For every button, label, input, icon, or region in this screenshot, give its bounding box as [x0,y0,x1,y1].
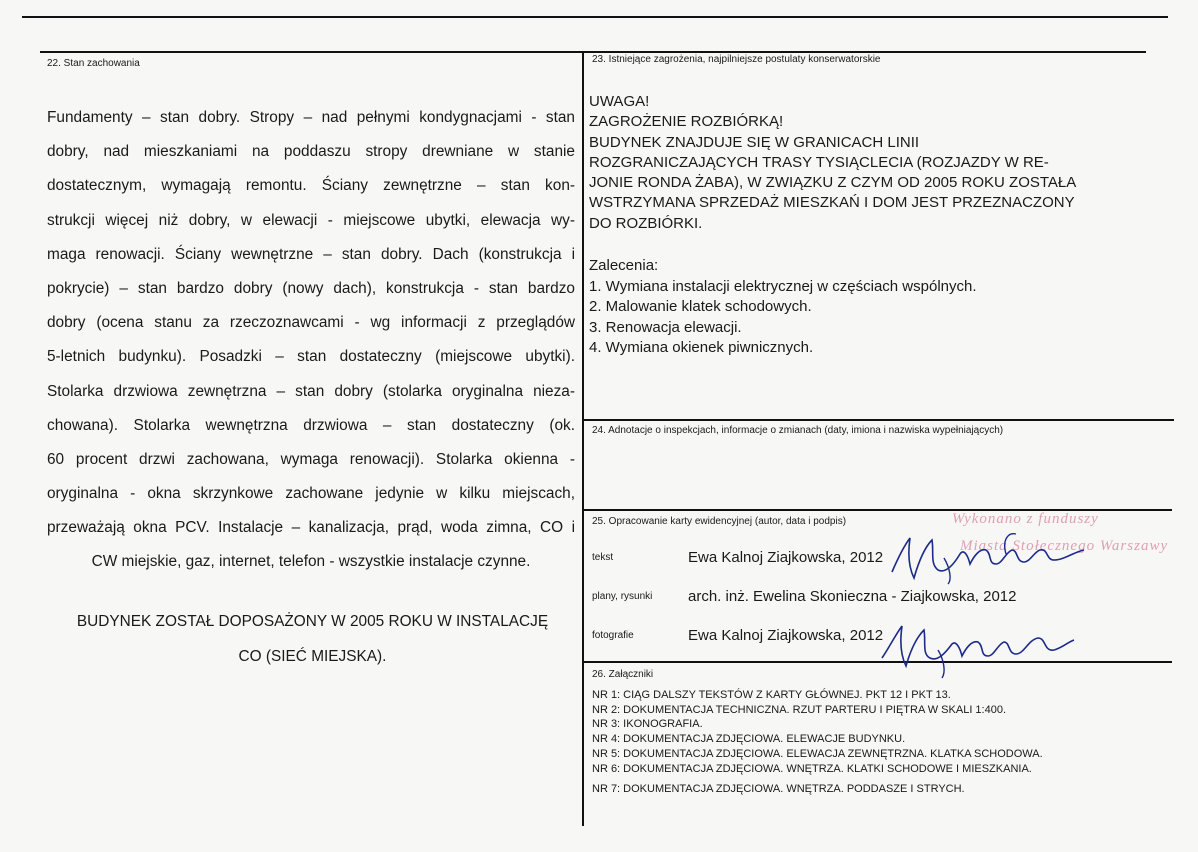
condition-line: maga renowacji. Ściany wewnętrzne – stan dobry. Dach (konstrukcja i [47,245,575,263]
author-row-value: arch. inż. Ewelina Skonieczna - Ziajkowska, 2012 [688,588,1017,605]
condition-line: 5-letnich budynku). Posadzki – stan dostateczny (miejscowe ubytki). [47,348,575,366]
warning-line: ZAGROŻENIE ROZBIÓRKĄ! [589,113,784,131]
heating-notice [40,604,585,674]
funding-stamp-line: Wykonano z funduszy [952,511,1099,527]
condition-line: strukcji więcej niż dobry, w elewacji - miejscowe ubytki, elewacja wy- [47,211,575,229]
warning-line: DO ROZBIÓRKI. [589,214,703,232]
condition-description [47,104,575,583]
condition-line: 60 procent drzwi zachowana, wymaga renowacji). Stolarka okienna - [47,450,575,468]
section-26-title: 26. Załączniki [592,669,654,680]
recommendation-item: 3. Renowacja elewacji. [589,318,742,336]
signature-photos-author [878,618,1078,680]
warning-line: ROZGRANICZAJĄCYCH TRASY TYSIĄCLECIA (ROZJAZDY W RE- [589,153,1049,171]
attachment-item: NR 4: DOKUMENTACJA ZDJĘCIOWA. ELEWACJE BUDYNKU. [592,733,906,746]
author-row-label: fotografie [592,630,634,641]
warning-line: UWAGA! [589,93,650,110]
demolition-warning [589,92,1076,234]
author-row-value: Ewa Kalnoj Ziajkowska, 2012 [688,627,884,644]
attachment-item: NR 6: DOKUMENTACJA ZDJĘCIOWA. WNĘTRZA. KLATKI SCHODOWE I MIESZKANIA. [592,762,1032,775]
recommendation-item: 1. Wymiana instalacji elektrycznej w częściach wspólnych. [589,277,977,295]
section-25-title: 25. Opracowanie karty ewidencyjnej (autor, data i podpis) [592,516,847,527]
notice-line: CO (SIEĆ MIEJSKA). [238,648,387,665]
attachment-item: NR 2: DOKUMENTACJA TECHNICZNA. RZUT PARTERU I PIĘTRA W SKALI 1:400. [592,703,1007,716]
notice-line: BUDYNEK ZOSTAŁ DOPOSAŻONY W 2005 ROKU W INSTALACJĘ [76,613,549,630]
section-22-title: 22. Stan zachowania [47,58,140,69]
condition-line: Stolarka drzwiowa zewnętrzna – stan dobry (stolarka oryginalna nieza- [47,382,575,400]
recommendations-list [589,256,977,359]
author-row-label: tekst [592,552,614,563]
column-divider-line [582,51,584,826]
attachment-item: NR 5: DOKUMENTACJA ZDJĘCIOWA. ELEWACJA ZEWNĘTRZNA. KLATKA SCHODOWA. [592,747,1043,760]
warning-line: JONIE RONDA ŻABA), W ZWIĄZKU Z CZYM OD 2005 ROKU ZOSTAŁA [589,174,1077,192]
condition-line: pokrycie) – stan bardzo dobry (nowy dach), konstrukcja - stan bardzo [47,279,575,297]
recommendation-item: 2. Malowanie klatek schodowych. [589,298,812,315]
condition-line: CW miejskie, gaz, internet, telefon - wszystkie instalacje czynne. [91,553,531,571]
section-24-top-line [582,419,1174,421]
recommendations-label: Zalecenia: [589,257,659,274]
funding-stamp-line: Miasta Stołecznego Warszawy [960,538,1169,554]
attachment-item: NR 7: DOKUMENTACJA ZDJĘCIOWA. WNĘTRZA. PODDASZE I STRYCH. [592,783,965,796]
section-24-title: 24. Adnotacje o inspekcjach, informacje o zmianach (daty, imiona i nazwiska wypełniających) [592,425,1004,436]
condition-line: oryginalna - okna skrzynkowe zachowane jedynie w kilku miejscach, [47,485,575,503]
attachment-item: NR 3: IKONOGRAFIA. [592,718,703,731]
condition-line: dobry (ocena stanu za rzeczoznawcami - wg informacji z przeglądów [47,314,575,332]
condition-line: przeważają okna PCV. Instalacje – kanalizacja, prąd, woda zimna, CO i [47,519,575,537]
attachment-item: NR 1: CIĄG DALSZY TEKSTÓW Z KARTY GŁÓWNEJ. PKT 12 I PKT 13. [592,689,951,701]
author-row-value: Ewa Kalnoj Ziajkowska, 2012 [688,549,884,566]
author-row-label: plany, rysunki [592,591,653,602]
condition-line: chowana). Stolarka wewnętrzna drzwiowa – stan dostateczny (ok. [47,416,575,434]
recommendation-item: 4. Wymiana okienek piwnicznych. [589,339,814,356]
header-row-line [40,51,1146,53]
warning-line: WSTRZYMANA SPRZEDAŻ MIESZKAŃ I DOM JEST PRZEZNACZONY [589,194,1075,212]
section-23-title: 23. Istniejące zagrożenia, najpilniejsze postulaty konserwatorskie [592,54,881,65]
condition-line: Fundamenty – stan dobry. Stropy – nad pełnymi kondygnacjami - stan [47,109,575,126]
section-26-top-line [582,661,1172,663]
top-border-line [22,16,1168,18]
warning-line: BUDYNEK ZNAJDUJE SIĘ W GRANICACH LINII [589,133,920,151]
signature-text-author [888,528,1100,586]
attachments-list [592,688,1043,797]
condition-line: dostatecznym, wymagają remontu. Ściany zewnętrzne – stan kon- [47,177,575,195]
condition-line: dobry, nad mieszkaniami na poddaszu stropy drewniane w stanie [47,143,575,161]
